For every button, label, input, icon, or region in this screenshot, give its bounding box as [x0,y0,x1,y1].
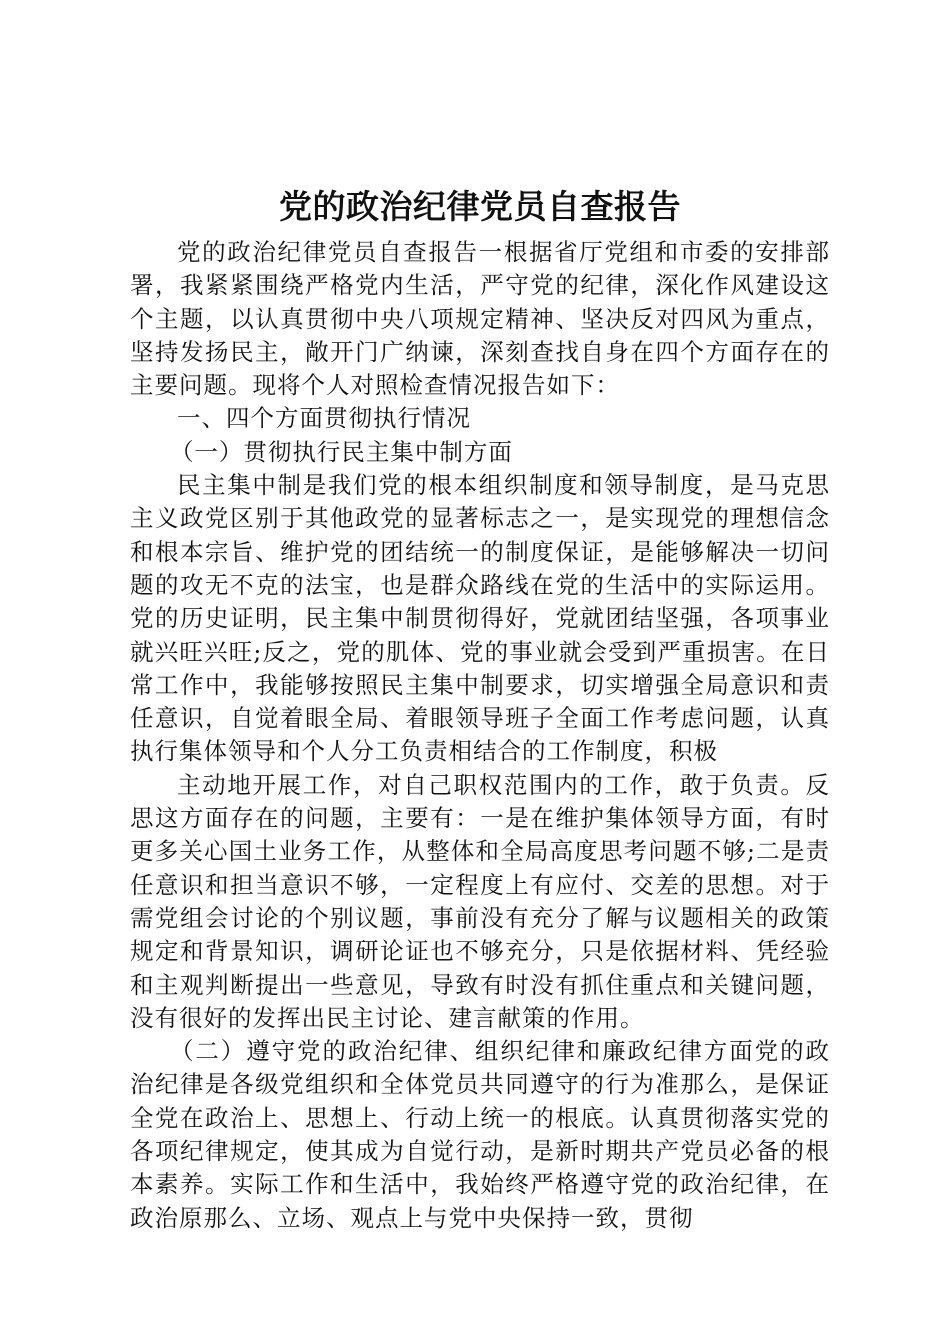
intro-paragraph: 党的政治纪律党员自查报告一根据省厅党组和市委的安排部署，我紧紧围绕严格党内生活，严守党的纪律，深化作风建设这个主题，以认真贯彻中央八项规定精神、坚决反对四风为重点，坚持发扬民主，敞开门广纳谏，深刻查找自身在四个方面存在的主要问题。现将个人对照检查情况报告如下： [130,238,830,400]
section-heading-1: 一、四个方面贯彻执行情况 [177,404,471,433]
document-title: 党的政治纪律党员自查报告 [279,187,681,226]
document-page [130,178,830,1235]
body-paragraph-3: （二）遵守党的政治纪律、组织纪律和廉政纪律方面党的政治纪律是各级党组织和全体党员共同遵守的行为准那么，是保证全党在政治上、思想上、行动上统一的根底。认真贯彻落实党的各项纪律规定，使其成为自觉行动，是新时期共产党员必备的根本素养。实际工作和生活中，我始终严格遵守党的政治纪律，在政治原那么、立场、观点上与党中央保持一致，贯彻 [130,1037,830,1232]
body-paragraph-1: 民主集中制是我们党的根本组织制度和领导制度，是马克思主义政党区别于其他政党的显著标志之一，是实现党的理想信念和根本宗旨、维护党的团结统一的制度保证，是能够解决一切问题的攻无不克的法宝，也是群众路线在党的生活中的实际运用。党的历史证明，民主集中制贯彻得好，党就团结坚强，各项事业就兴旺兴旺;反之，党的肌体、党的事业就会受到严重损害。在日常工作中，我能够按照民主集中制要求，切实增强全局意识和责任意识，自觉着眼全局、着眼领导班子全面工作考虑问题，认真执行集体领导和个人分工负责相结合的工作制度，积极 [130,471,830,766]
subsection-heading-1: （一）贯彻执行民主集中制方面 [169,437,513,466]
body-paragraph-2: 主动地开展工作，对自己职权范围内的工作，敢于负责。反思这方面存在的问题，主要有：一是在维护集体领导方面，有时更多关心国土业务工作，从整体和全局高度思考问题不够;二是责任意识和担当意识不够，一定程度上有应付、交差的思想。对于需党组会讨论的个别议题，事前没有充分了解与议题相关的政策规定和背景知识，调研论证也不够充分，只是依据材料、凭经验和主观判断提出一些意见，导致有时没有抓住重点和关键问题，没有很好的发挥出民主讨论、建言献策的作用。 [130,770,830,1032]
